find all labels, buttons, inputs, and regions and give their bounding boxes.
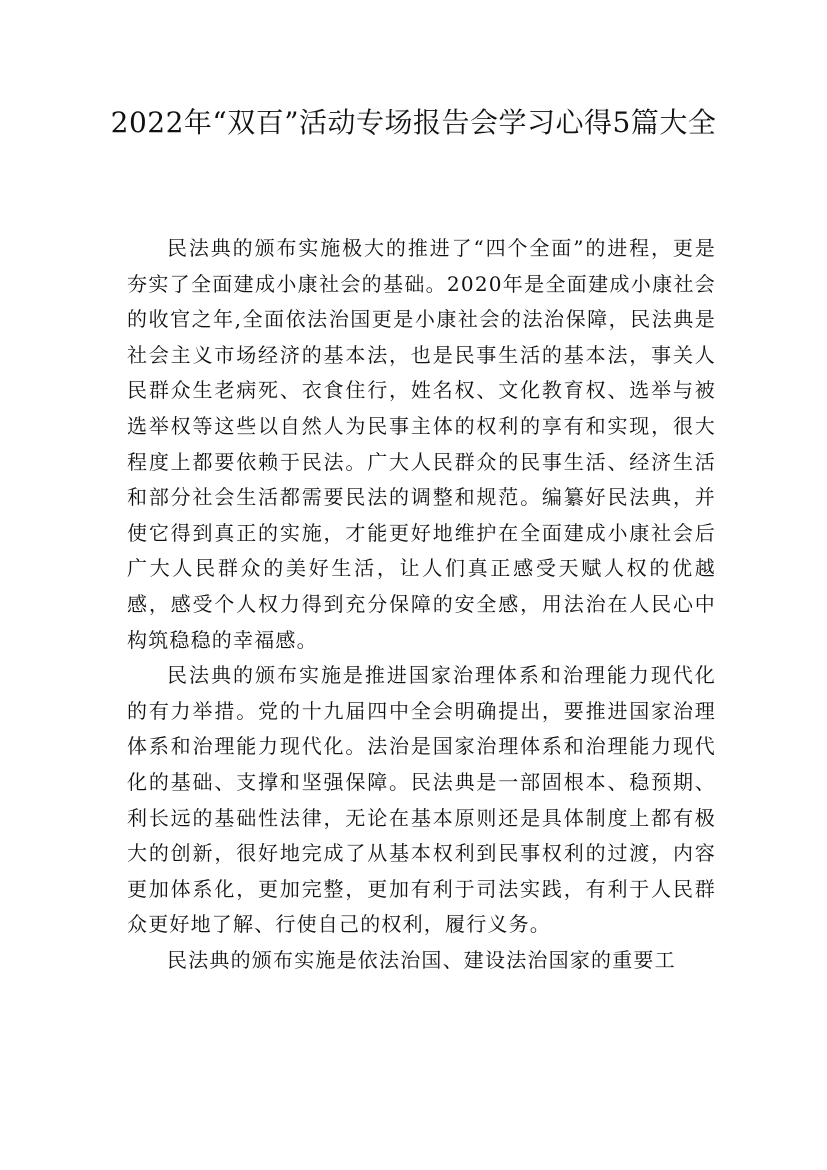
paragraph-3: 民法典的颁布实施是依法治国、建设法治国家的重要工 — [167, 947, 676, 972]
document-body — [127, 231, 716, 978]
document-title: 2022年“双百”活动专场报告会学习心得5篇大全 — [110, 106, 717, 139]
paragraph-2: 民法典的颁布实施是推进国家治理体系和治理能力现代化的有力举措。党的十九届四中全会明确提出，要推进国家治理体系和治理能力现代化。法治是国家治理体系和治理能力现代化的基础、支撑和坚强保障。民法典是一部固根本、稳预期、利长远的基础性法律，无论在基本原则还是具体制度上都有极大的创新，很好地完成了从基本权利到民事权利的过渡，内容更加体系化，更加完整，更加有利于司法实践，有利于人民群众更好地了解、行使自己的权利，履行义务。 — [127, 663, 716, 937]
paragraph-1: 民法典的颁布实施极大的推进了“四个全面”的进程，更是夯实了全面建成小康社会的基础。2020年是全面建成小康社会的收官之年,全面依法治国更是小康社会的法治保障，民法典是社会主义市场经济的基本法，也是民事生活的基本法，事关人民群众生老病死、衣食住行，姓名权、文化教育权、选举与被选举权等这些以自然人为民事主体的权利的享有和实现，很大程度上都要依赖于民法。广大人民群众的民事生活、经济生活和部分社会生活都需要民法的调整和规范。编纂好民法典，并使它得到真正的实施，才能更好地维护在全面建成小康社会后广大人民群众的美好生活，让人们真正感受天赋人权的优越感，感受个人权力得到充分保障的安全感，用法治在人民心中构筑稳稳的幸福感。 — [127, 236, 716, 652]
